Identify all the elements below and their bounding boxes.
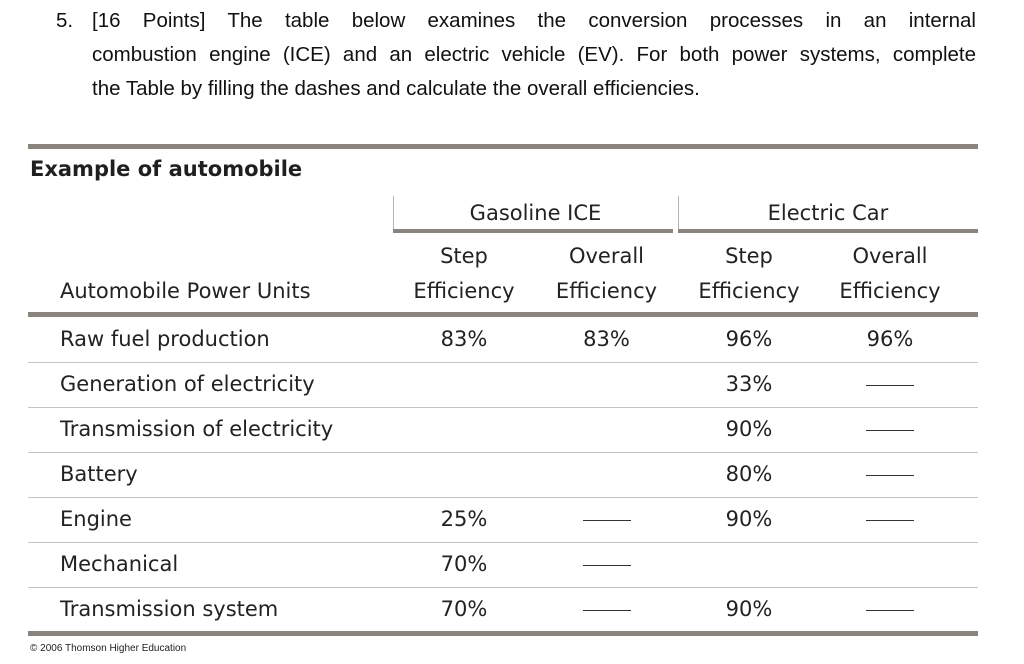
dash-line <box>866 610 914 611</box>
efficiency-cell <box>393 407 535 452</box>
table-top-rule <box>28 144 978 149</box>
subheader-electric-step: Step Efficiency <box>698 244 800 303</box>
group-header-electric: Electric Car <box>767 201 889 225</box>
table-row <box>28 317 978 363</box>
row-label: Battery <box>60 462 138 486</box>
question-number: 5. <box>56 9 74 32</box>
efficiency-cell: 33% <box>725 372 773 396</box>
efficiency-cell: 83% <box>440 327 488 351</box>
group-rule-electric <box>678 229 978 233</box>
row-label: Raw fuel production <box>60 327 270 351</box>
efficiency-cell <box>820 542 960 587</box>
dash-line <box>583 520 631 521</box>
table-row <box>28 497 978 543</box>
table-row <box>28 362 978 408</box>
table-row <box>28 542 978 588</box>
efficiency-table <box>28 144 978 654</box>
dash-line <box>866 475 914 476</box>
group-divider <box>393 196 394 229</box>
efficiency-cell: 80% <box>725 462 773 486</box>
question-block <box>56 4 976 106</box>
efficiency-cell: 96% <box>725 327 773 351</box>
group-divider <box>678 196 679 229</box>
efficiency-cell <box>535 362 678 407</box>
efficiency-cell: 90% <box>725 597 773 621</box>
blank-dash <box>820 497 960 542</box>
row-label: Generation of electricity <box>60 372 315 396</box>
group-rule-gasoline <box>393 229 673 233</box>
table-title: Example of automobile <box>30 157 303 181</box>
efficiency-cell: 90% <box>725 507 773 531</box>
row-label: Transmission of electricity <box>60 417 334 441</box>
question-line: combustion engine (ICE) and an electric vehicle (EV). For both power systems, complete <box>92 43 976 66</box>
table-row <box>28 587 978 632</box>
efficiency-cell: 90% <box>725 417 773 441</box>
dash-line <box>583 565 631 566</box>
dash-line <box>866 520 914 521</box>
efficiency-cell <box>393 362 535 407</box>
table-bottom-rule <box>28 631 978 636</box>
blank-dash <box>820 587 960 632</box>
question-line: [16 Points] The table below examines the conversion processes in an internal <box>92 9 976 32</box>
table-row <box>28 452 978 498</box>
row-label: Mechanical <box>60 552 179 576</box>
efficiency-cell: 70% <box>440 552 488 576</box>
blank-dash <box>535 497 678 542</box>
row-label: Engine <box>60 507 132 531</box>
efficiency-cell: 25% <box>440 507 488 531</box>
subheader-gasoline-step: Step Efficiency <box>413 244 515 303</box>
blank-dash <box>820 407 960 452</box>
efficiency-cell <box>535 452 678 497</box>
blank-dash <box>820 452 960 497</box>
efficiency-cell <box>393 452 535 497</box>
question-text <box>92 4 976 106</box>
subheader-electric-overall: Overall Efficiency <box>839 244 941 303</box>
dash-line <box>866 430 914 431</box>
efficiency-cell: 96% <box>866 327 914 351</box>
dash-line <box>583 610 631 611</box>
blank-dash <box>535 587 678 632</box>
blank-dash <box>820 362 960 407</box>
efficiency-cell: 70% <box>440 597 488 621</box>
row-label: Transmission system <box>60 597 279 621</box>
table-row <box>28 407 978 453</box>
efficiency-cell <box>678 542 820 587</box>
dash-line <box>866 385 914 386</box>
row-header-label: Automobile Power Units <box>60 279 311 303</box>
efficiency-cell <box>535 407 678 452</box>
copyright-note: © 2006 Thomson Higher Education <box>30 643 187 654</box>
group-header-gasoline: Gasoline ICE <box>469 201 602 225</box>
efficiency-cell: 83% <box>583 327 630 351</box>
question-line: the Table by filling the dashes and calculate the overall efficiencies. <box>92 77 700 100</box>
blank-dash <box>535 542 678 587</box>
subheader-gasoline-overall: Overall Efficiency <box>555 244 658 303</box>
